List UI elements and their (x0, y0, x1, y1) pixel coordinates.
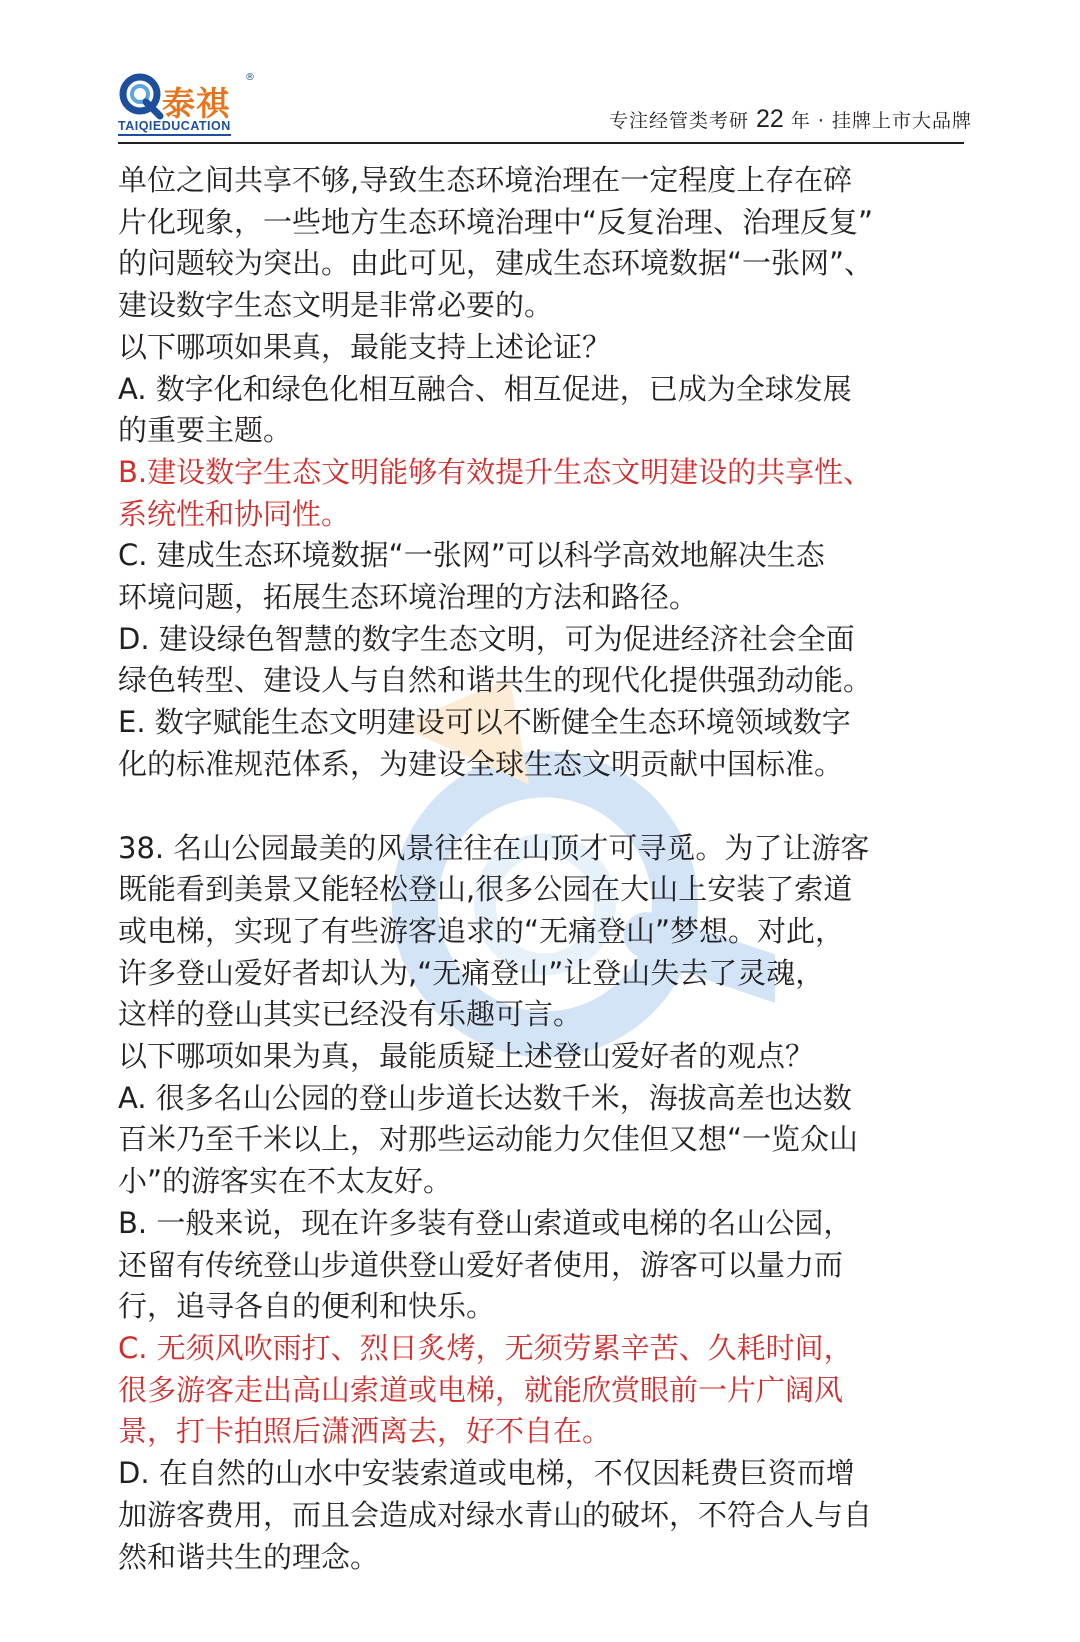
registered-mark: ® (245, 72, 255, 83)
q37-option-d: D. 建设绿色智慧的数字生态文明，可为促进经济社会全面 (118, 621, 855, 656)
logo-chinese-text: 泰祺 (162, 84, 230, 123)
tagline-number: 22 (756, 105, 784, 133)
q37-option-d: 绿色转型、建设人与自然和谐共生的现代化提供强劲动能。 (118, 663, 873, 698)
q38-stem-line: 许多登山爱好者却认为,“无痛登山”让登山失去了灵魂， (118, 955, 825, 990)
q38-option-a: 百米乃至千米以上，对那些运动能力欠佳但又想“一览众山 (118, 1122, 859, 1157)
q37-option-b-answer: 系统性和协同性。 (118, 496, 351, 531)
header-tagline (609, 105, 972, 134)
q38-option-d: 加游客费用，而且会造成对绿水青山的破坏，不符合人与自 (118, 1497, 873, 1532)
q38-option-a: A. 很多名山公园的登山步道长达数千米，海拔高差也达数 (118, 1080, 852, 1115)
q38-option-b: 行，追寻各自的便利和快乐。 (118, 1289, 496, 1324)
q37-option-a: A. 数字化和绿色化相互融合、相互促进，已成为全球发展 (118, 371, 852, 406)
q38-option-b: 还留有传统登山步道供登山爱好者使用，游客可以量力而 (118, 1247, 844, 1282)
q38-option-d: D. 在自然的山水中安装索道或电梯，不仅因耗费巨资而增 (118, 1456, 855, 1491)
q37-intro-line: 建设数字生态文明是非常必要的。 (118, 288, 554, 323)
q38-option-b: B. 一般来说，现在许多装有登山索道或电梯的名山公园， (118, 1205, 853, 1240)
q38-option-d: 然和谐共生的理念。 (118, 1539, 380, 1574)
q37-option-e: 化的标准规范体系，为建设全球生态文明贡献中国标准。 (118, 746, 844, 781)
q37-option-c: C. 建成生态环境数据“一张网”可以科学高效地解决生态 (118, 538, 825, 573)
header-divider (118, 142, 964, 144)
q38-prompt: 以下哪项如果为真，最能质疑上述登山爱好者的观点？ (118, 1039, 815, 1074)
q37-intro-line: 的问题较为突出。由此可见，建成生态环境数据“一张网”、 (118, 246, 874, 281)
q37-option-e: E. 数字赋能生态文明建设可以不断健全生态环境领域数字 (118, 705, 851, 740)
q38-option-c-answer: 很多游客走出高山索道或电梯，就能欣赏眼前一片广阔风 (118, 1372, 844, 1407)
q38-stem-line: 这样的登山其实已经没有乐趣可言。 (118, 997, 583, 1032)
q37-intro-line: 片化现象，一些地方生态环境治理中“反复治理、治理反复” (118, 204, 874, 239)
logo-q-icon (118, 72, 166, 120)
q37-intro-line: 单位之间共享不够,导致生态环境治理在一定程度上存在碎 (118, 163, 853, 197)
q38-option-c-answer: C. 无须风吹雨打、烈日炙烤，无须劳累辛苦、久耗时间， (118, 1330, 853, 1365)
q38-option-a: 小”的游客实在不太友好。 (118, 1164, 453, 1199)
tagline-suffix: 年 · 挂牌上市大品牌 (790, 110, 972, 132)
q37-option-c: 环境问题，拓展生态环境治理的方法和路径。 (118, 580, 699, 615)
logo-english-text: TAIQIEDUCATION (118, 119, 231, 136)
q38-stem-line: 既能看到美景又能轻松登山,很多公园在大山上安装了索道 (118, 872, 853, 907)
q38-option-c-answer: 景，打卡拍照后潇洒离去，好不自在。 (118, 1414, 612, 1449)
taiqi-logo (118, 72, 268, 140)
q37-option-b-answer: B.建设数字生态文明能够有效提升生态文明建设的共享性、 (118, 454, 873, 489)
page-header (0, 0, 1080, 150)
exam-content (118, 160, 968, 1578)
question-spacer (118, 786, 968, 828)
q37-prompt: 以下哪项如果真，最能支持上述论证？ (118, 329, 612, 364)
tagline-prefix: 专注经管类考研 (608, 110, 749, 132)
q38-stem-line: 或电梯，实现了有些游客追求的“无痛登山”梦想。对此， (118, 913, 845, 948)
q38-stem-line: 38. 名山公园最美的风景往往在山顶才可寻觅。为了让游客 (118, 830, 870, 865)
q37-option-a: 的重要主题。 (118, 413, 293, 448)
